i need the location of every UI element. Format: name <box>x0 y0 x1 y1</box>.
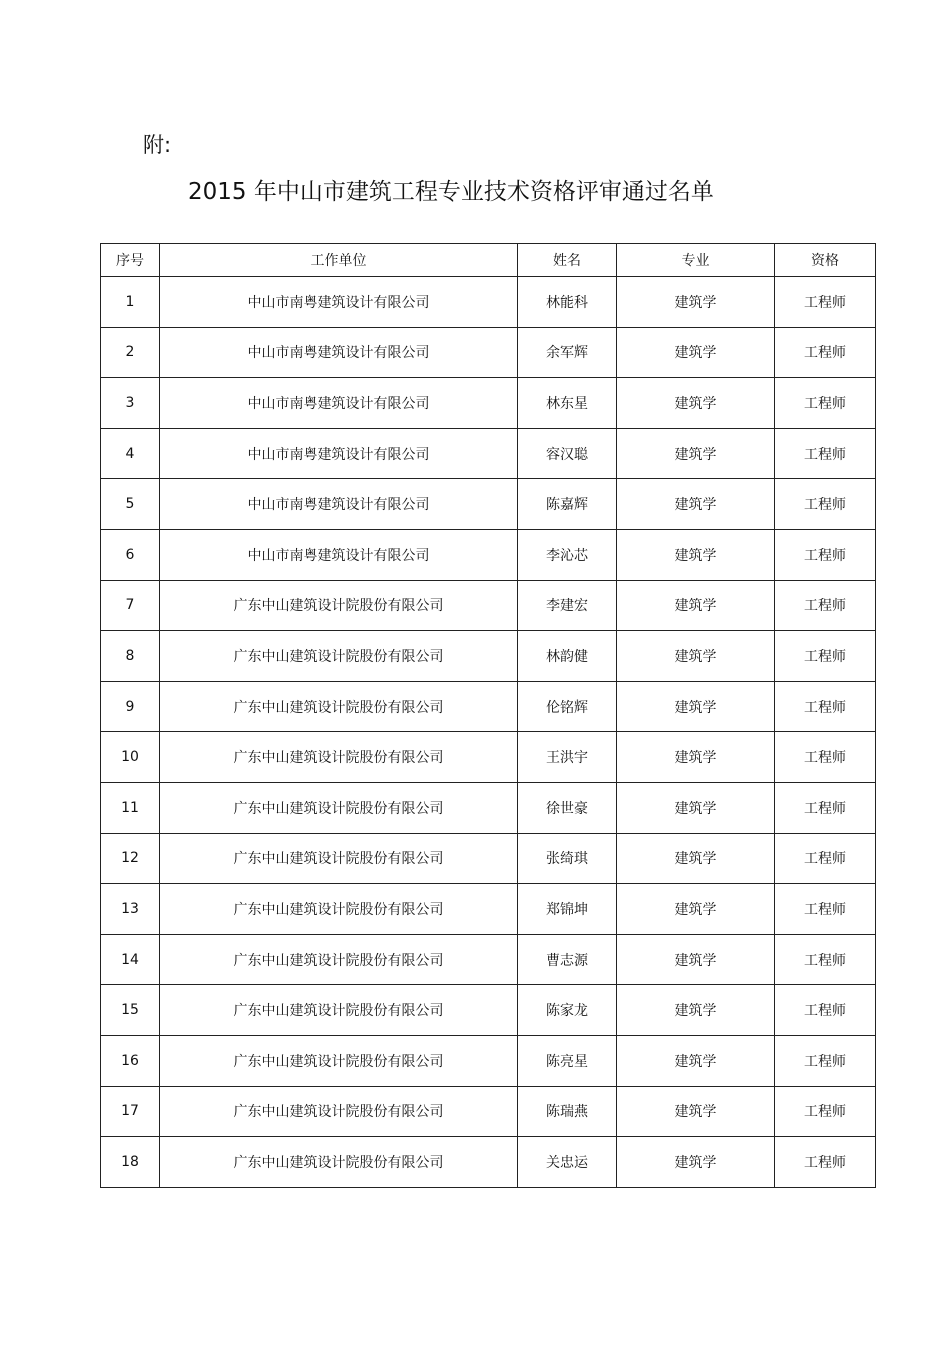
cell-qualification: 工程师 <box>775 1137 876 1188</box>
header-index: 序号 <box>101 244 160 277</box>
cell-name: 陈亮星 <box>518 1035 617 1086</box>
cell-major: 建筑学 <box>617 1086 775 1137</box>
table-row <box>101 428 876 479</box>
cell-qualification: 工程师 <box>775 884 876 935</box>
table-row <box>101 732 876 783</box>
cell-work-unit: 广东中山建筑设计院股份有限公司 <box>160 580 518 631</box>
cell-index: 5 <box>101 479 160 530</box>
cell-qualification: 工程师 <box>775 934 876 985</box>
cell-major: 建筑学 <box>617 580 775 631</box>
table-row <box>101 782 876 833</box>
cell-name: 李建宏 <box>518 580 617 631</box>
cell-name: 伦铭辉 <box>518 681 617 732</box>
cell-qualification: 工程师 <box>775 631 876 682</box>
cell-qualification: 工程师 <box>775 529 876 580</box>
cell-major: 建筑学 <box>617 479 775 530</box>
header-name: 姓名 <box>518 244 617 277</box>
cell-name: 容汉聪 <box>518 428 617 479</box>
table-row <box>101 378 876 429</box>
cell-qualification: 工程师 <box>775 428 876 479</box>
table-row <box>101 833 876 884</box>
table-row <box>101 580 876 631</box>
cell-index: 1 <box>101 277 160 328</box>
cell-index: 9 <box>101 681 160 732</box>
cell-qualification: 工程师 <box>775 277 876 328</box>
cell-index: 16 <box>101 1035 160 1086</box>
cell-major: 建筑学 <box>617 884 775 935</box>
cell-work-unit: 中山市南粤建筑设计有限公司 <box>160 428 518 479</box>
cell-major: 建筑学 <box>617 732 775 783</box>
cell-qualification: 工程师 <box>775 833 876 884</box>
table-row <box>101 277 876 328</box>
cell-work-unit: 广东中山建筑设计院股份有限公司 <box>160 833 518 884</box>
cell-name: 张绮琪 <box>518 833 617 884</box>
document-title: 2015 年中山市建筑工程专业技术资格评审通过名单 <box>188 179 714 205</box>
cell-name: 关忠运 <box>518 1137 617 1188</box>
cell-name: 林能科 <box>518 277 617 328</box>
cell-index: 11 <box>101 782 160 833</box>
cell-major: 建筑学 <box>617 782 775 833</box>
cell-work-unit: 广东中山建筑设计院股份有限公司 <box>160 985 518 1036</box>
table-row <box>101 1086 876 1137</box>
cell-index: 4 <box>101 428 160 479</box>
header-major: 专业 <box>617 244 775 277</box>
table-body <box>101 277 876 1188</box>
cell-name: 曹志源 <box>518 934 617 985</box>
cell-name: 王洪宇 <box>518 732 617 783</box>
cell-index: 7 <box>101 580 160 631</box>
cell-index: 2 <box>101 327 160 378</box>
attachment-label: 附: <box>143 133 172 157</box>
cell-work-unit: 中山市南粤建筑设计有限公司 <box>160 529 518 580</box>
cell-qualification: 工程师 <box>775 681 876 732</box>
cell-work-unit: 中山市南粤建筑设计有限公司 <box>160 277 518 328</box>
cell-qualification: 工程师 <box>775 327 876 378</box>
cell-name: 林东星 <box>518 378 617 429</box>
cell-work-unit: 广东中山建筑设计院股份有限公司 <box>160 934 518 985</box>
cell-major: 建筑学 <box>617 833 775 884</box>
cell-major: 建筑学 <box>617 529 775 580</box>
table-row <box>101 529 876 580</box>
header-work-unit: 工作单位 <box>160 244 518 277</box>
table-row <box>101 681 876 732</box>
cell-index: 12 <box>101 833 160 884</box>
cell-name: 余军辉 <box>518 327 617 378</box>
cell-major: 建筑学 <box>617 327 775 378</box>
cell-qualification: 工程师 <box>775 479 876 530</box>
cell-work-unit: 广东中山建筑设计院股份有限公司 <box>160 782 518 833</box>
cell-major: 建筑学 <box>617 1035 775 1086</box>
cell-index: 18 <box>101 1137 160 1188</box>
cell-major: 建筑学 <box>617 378 775 429</box>
cell-work-unit: 中山市南粤建筑设计有限公司 <box>160 327 518 378</box>
cell-index: 6 <box>101 529 160 580</box>
cell-name: 李沁芯 <box>518 529 617 580</box>
cell-work-unit: 中山市南粤建筑设计有限公司 <box>160 378 518 429</box>
table-row <box>101 1035 876 1086</box>
cell-name: 林韵健 <box>518 631 617 682</box>
cell-qualification: 工程师 <box>775 732 876 783</box>
cell-index: 15 <box>101 985 160 1036</box>
cell-qualification: 工程师 <box>775 1035 876 1086</box>
cell-major: 建筑学 <box>617 934 775 985</box>
table-header-row <box>101 244 876 277</box>
table-row <box>101 479 876 530</box>
cell-work-unit: 广东中山建筑设计院股份有限公司 <box>160 631 518 682</box>
cell-name: 徐世豪 <box>518 782 617 833</box>
cell-qualification: 工程师 <box>775 580 876 631</box>
cell-major: 建筑学 <box>617 985 775 1036</box>
cell-index: 3 <box>101 378 160 429</box>
table-row <box>101 884 876 935</box>
cell-index: 14 <box>101 934 160 985</box>
table-row <box>101 327 876 378</box>
cell-index: 8 <box>101 631 160 682</box>
cell-major: 建筑学 <box>617 631 775 682</box>
cell-work-unit: 广东中山建筑设计院股份有限公司 <box>160 1035 518 1086</box>
cell-qualification: 工程师 <box>775 1086 876 1137</box>
cell-qualification: 工程师 <box>775 378 876 429</box>
cell-work-unit: 广东中山建筑设计院股份有限公司 <box>160 681 518 732</box>
cell-name: 郑锦坤 <box>518 884 617 935</box>
cell-major: 建筑学 <box>617 277 775 328</box>
cell-name: 陈家龙 <box>518 985 617 1036</box>
approved-list-table <box>100 243 876 1188</box>
cell-index: 17 <box>101 1086 160 1137</box>
cell-major: 建筑学 <box>617 428 775 479</box>
cell-work-unit: 广东中山建筑设计院股份有限公司 <box>160 884 518 935</box>
cell-name: 陈嘉辉 <box>518 479 617 530</box>
table-row <box>101 985 876 1036</box>
cell-work-unit: 广东中山建筑设计院股份有限公司 <box>160 1086 518 1137</box>
table-row <box>101 934 876 985</box>
cell-qualification: 工程师 <box>775 985 876 1036</box>
table-row <box>101 631 876 682</box>
cell-work-unit: 广东中山建筑设计院股份有限公司 <box>160 1137 518 1188</box>
cell-major: 建筑学 <box>617 681 775 732</box>
cell-major: 建筑学 <box>617 1137 775 1188</box>
header-qualification: 资格 <box>775 244 876 277</box>
table-row <box>101 1137 876 1188</box>
cell-name: 陈瑞燕 <box>518 1086 617 1137</box>
cell-index: 10 <box>101 732 160 783</box>
cell-work-unit: 广东中山建筑设计院股份有限公司 <box>160 732 518 783</box>
cell-work-unit: 中山市南粤建筑设计有限公司 <box>160 479 518 530</box>
cell-qualification: 工程师 <box>775 782 876 833</box>
cell-index: 13 <box>101 884 160 935</box>
